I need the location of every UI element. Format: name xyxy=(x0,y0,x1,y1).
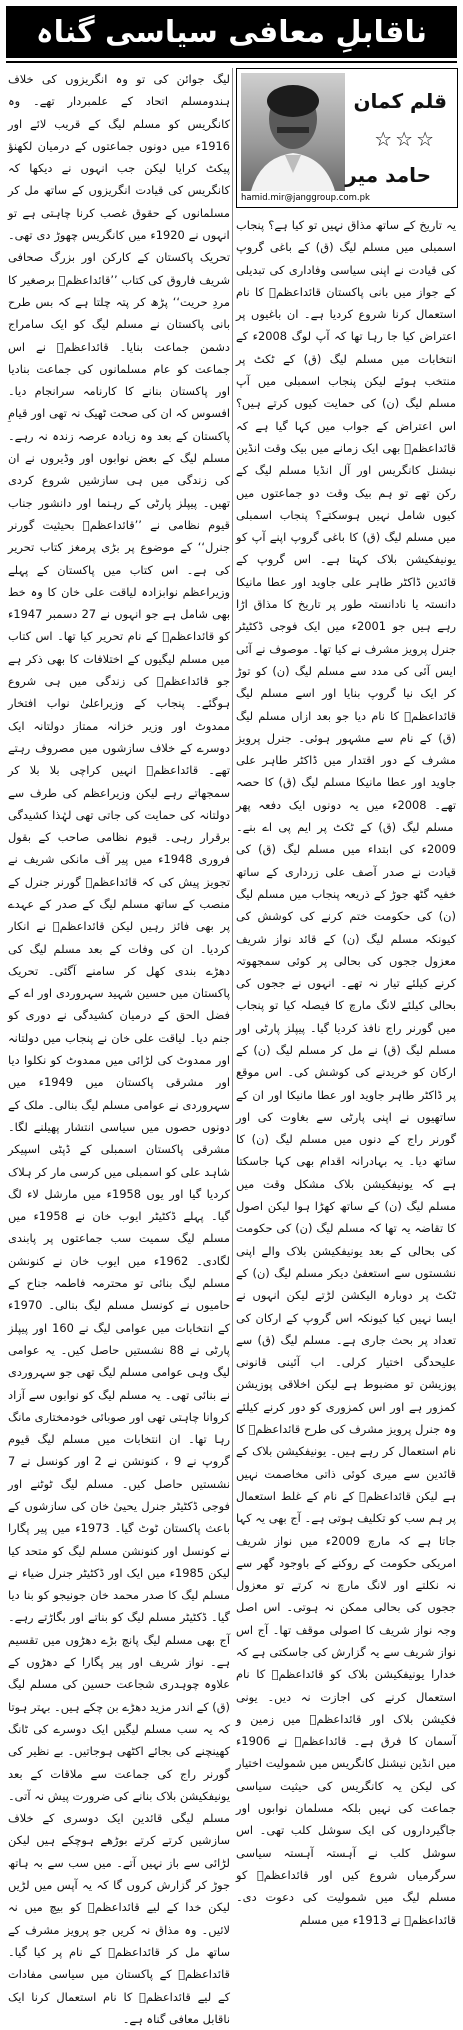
paragraph: پہلے ڈکٹیٹر ایوب خان نے 1958ء میں مسلم لیگ سمیت سب جماعتوں پر پابندی لگادی۔ 1962ء میں ایوب خان نے کنونشن مسلم لیگ بنائی تو محترمہ فاطمہ جناح کے حامیوں نے کونسل مسلم لیگ بنالی۔ 1970ء کے انتخابات میں عوامی لیگ نے 160 اور پیپلز پارٹی نے 88 نشستیں حاصل کیں۔ یہ عوامی لیگ وہی عوامی مسلم لیگ تھی جو سہروردی نے بنائی تھی۔ یہ مسلم لیگ کو نوابوں سے آزاد کروانا چاہتی تھی اور صوبائی خودمختاری مانگ رہا تھا۔ ان انتخابات میں مسلم لیگ قیوم گروپ نے 9 ، کنونشن نے 2 اور کونسل نے 7 نشستیں حاصل کیں۔ مسلم لیگ ٹوٹنے اور فوجی ڈکٹیٹر جنرل یحییٰ خان کی سازشوں کے باعث پاکستان ٹوٹ گیا۔ 1973ء میں پیر پگارا نے کونسل اور کنونشن مسلم لیگ کو متحد کیا لیکن 1985ء میں ایک اور ڈکٹیٹر جنرل ضیاء نے مسلم لیگ کا صدر محمد خان جونیجو کو بنا دیا گیا۔ xyxy=(8,1209,230,1625)
article-column-right xyxy=(8,68,231,2026)
paragraph: ڈکٹیٹر مسلم لیگ کو بناتے اور بگاڑتے رہے۔ آج بھی مسلم لیگ پانچ بڑے دھڑوں میں تقسیم ہے۔ نواز شریف اور پیر پگارا کے دھڑوں کے علاوہ چوہدری شجاعت حسین کی مسلم لیگ (ق) کے اندر مزید دھڑے بن چکے ہیں۔ بہتر ہوتا کہ یہ سب مسلم لیگیں ایک دوسرے کی ٹانگ کھینچنے کی بجائے اکٹھی ہوجاتیں۔ بے نظیر کی گورنر راج کی جماعت سے ملاقات کے بعد یونیفکیشن بلاک بنانے کی ضرورت پیش نہ آتی۔ مسلم لیگی قائدین ایک دوسری کے خلاف سازشیں کرتے کرتے بوڑھے ہوچکے ہیں لیکن لڑائی سے باز نہیں آتے۔ میں سب سے بہ ہاتھ جوڑ کر گزارش کروں گا کہ یہ آپس میں لڑیں لیکن خدا کے لیے قائداعظمؒ کو بیچ میں نہ لائیں۔ وہ مذاق نہ کریں جو پرویز مشرف کے ساتھ مل کر قائداعظمؒ کے نام پر کیا گیا۔ قائداعظمؒ کے پاکستان میں سیاسی مفادات کے لیے قائداعظمؒ کا نام استعمال کرنا ایک ناقابل معافی گناہ ہے۔ xyxy=(8,1610,230,2026)
article-column-left xyxy=(236,214,457,1927)
author-photo xyxy=(241,73,345,191)
author-name: حامد میر xyxy=(345,163,431,187)
paragraph: تحریک پاکستان کے کارکن اور بزرگ صحافی شریف فاروق کی کتاب ’’قائداعظمؒ برصغیر کا مردِ حریت‘‘ پڑھ کر پتہ چلتا ہے کہ بس طرح بانی پاکستان نے مسلم لیگ کو ایک سامراج دشمن جماعت بنایا۔ قائداعظمؒ نے اس جماعت کو عام مسلمانوں کی جماعت بنادیا اور پاکستان بنانے کا کارنامہ سرانجام دیا۔ افسوس کہ ان کی صحت ٹھیک نہ تھی اور قیامِ پاکستان کے بعد وہ زیادہ عرصہ زندہ نہ رہے۔ مسلم لیگ کے بعض نوابوں اور وڈیروں نے ان کی زندگی میں ہی سازشیں شروع کردی تھیں۔ پیپلز پارٹی کے رہنما اور دانشور جناب قیوم نظامی نے ’’قائداعظمؒ بحیثیت گورنر جنرل‘‘ کے موضوع پر بڑی پرمغز کتاب تحریر کی ہے۔ اس کتاب میں پاکستان کے پہلے وزیراعظم نوابزادہ لیاقت علی خان کا وہ خط بھی شامل ہے جو انہوں نے 27 دسمبر 1947ء کو قائداعظمؒ کے نام تحریر کیا تھا۔ اس کتاب میں مسلم لیگیوں کے اختلافات کا بھی ذکر ہے جو قائداعظمؒ کی زندگی میں ہی شروع ہوگئے۔ xyxy=(8,250,231,711)
headline-rule xyxy=(6,61,457,63)
paragraph: اب آئینی قانونی پوزیشن تو مضبوط ہے لیکن اخلاقی پوزیشن کمزور ہے اور اس کمزوری کو دور کرنے کیلئے وہ جنرل پرویز مشرف کی طرح قائداعظمؒ کا نام استعمال کر رہے ہیں۔ یونیفکیشن بلاک کے قائدین سے میری کوئی ذاتی مخاصمت نہیں ہے لیکن قائداعظمؒ کے نام کے غلط استعمال پر ہم سب کو تکلیف ہوتی ہے۔ xyxy=(236,1355,456,1526)
paragraph: آج بھی یہ کہا جاتا ہے کہ مارچ 2009ء میں نواز شریف امریکی حکومت کے روکنے کے باوجود گھر سے نہ نکلتے اور لانگ مارچ نہ کرتے تو معزول ججوں کی بحالی ممکن نہ ہوتی۔ اس اصل وجہ نواز شریف کا اصولی موقف تھا۔ آج اس نواز شریف سے یہ گزارش کی جاسکتی ہے کہ خدارا یونیفکیشن بلاک کو قائداعظمؒ کا نام استعمال کرنے کی اجازت نہ دیں۔ یونی فکیشن بلاک اور قائداعظمؒ میں زمین و آسمان کا فرق ہے۔ xyxy=(236,1511,456,1749)
column-divider xyxy=(232,68,233,1590)
author-email: hamid.mir@janggroup.com.pk xyxy=(241,193,370,203)
star-icons: ☆☆☆ xyxy=(374,127,437,151)
author-portrait-icon xyxy=(241,73,345,191)
paragraph: قائداعظمؒ نے 1906ء میں انڈین نیشنل کانگریس میں شمولیت اختیار کی لیکن یہ کانگریس کی حیثیت سیاسی جماعت کی نہیں بلکہ مسلمان نوابوں اور جاگیرداروں کی ایک سوشل کلب تھی۔ اس سوشل کلب نے آہستہ آہستہ سیاسی سرگرمیاں شروع کیں اور قائداعظمؒ کو مسلم لیگ میں شمولیت کی دعوت دی۔ قائداعظمؒ نے 1913ء میں مسلم xyxy=(236,1734,456,1927)
column-label: قلم کمان xyxy=(353,89,447,113)
paragraph: لیگ جوائن کی تو وہ انگریزوں کی خلاف ہندومسلم اتحاد کے علمبردار تھے۔ وہ کانگریس کو مسلم لیگ کے قریب لائے اور 1916ء میں دونوں جماعتوں کے درمیان لکھنؤ پیکٹ کرایا لیکن جب انہوں نے دیکھا کہ کانگریس کی قیادت انگریزوں کے ساتھ مل کر مسلمانوں کے حقوق غصب کرنا چاہتی ہے تو انہوں نے 1920ء میں کانگریس چھوڑ دی تھی۔ xyxy=(8,72,230,243)
paragraph: پنجاب کے وزیراعلیٰ نواب افتخار ممدوٹ اور وزیر خزانہ ممتاز دولتانہ ایک دوسرے کے خلاف سازشوں میں مصروف رہتے تھے۔ قائداعظمؒ انہیں کراچی بلا بلا کر سمجھاتے رہے لیکن وزیراعظم کی طرف سے دولتانہ کی حمایت کی جاتی تھی لہٰذا کشیدگی برقرار رہی۔ قیوم نظامی صاحب کے بقول فروری 1948ء میں پیر آف مانکی شریف نے تجویز پیش کی کہ قائداعظمؒ گورنر جنرل کے منصب کے ساتھ مسلم لیگ کے صدر کے عہدے پر بھی فائز رہیں لیکن قائداعظمؒ نے انکار کردیا۔ ان کی وفات کے بعد مسلم لیگ کی دھڑے بندی کھل کر سامنے آگئی۔ تحریک پاکستان میں حسین شہید سہروردی اور اے کے فضل الحق کے درمیان کشیدگی نے دوری کو جنم دیا۔ لیاقت علی خان نے پنجاب میں دولتانہ اور ممدوٹ کی لڑائی میں ممدوٹ کو نکلوا دیا اور مشرقی پاکستان میں 1949ء میں سہروردی نے عوامی مسلم لیگ بنالی۔ ملک کے دونوں حصوں میں سیاسی انتشار پھیلنے لگا۔ مشرقی پاکستان اسمبلی کے ڈپٹی اسپیکر شاہد علی کو اسمبلی میں کرسی مار کر ہلاک کردیا گیا اور یوں 1958ء میں مارشل لاء لگ گیا۔ xyxy=(8,696,231,1224)
paragraph: پنجاب اسمبلی میں مسلم لیگ (ق) کا باغی گروپ اپنے آپ کو یونیفکیشن بلاک کہتا ہے۔ اس گروپ کے قائدین ڈاکٹر طاہر علی جاوید اور عطا مانیکا دانستہ یا نادانستہ طور پر تاریخ کا مذاق اڑا رہے ہیں جو 2001ء میں ایک فوجی ڈکٹیٹر جنرل پرویز مشرف نے کیا تھا۔ موصوف نے آئی ایس آئی کی مدد سے مسلم لیگ (ن) کو توڑ کر ایک نیا گروپ بنایا اور اسے مسلم لیگ قائداعظمؒ کا نام دیا جو بعد ازاں مسلم لیگ (ق) کے نام سے مشہور ہوئی۔ جنرل پرویز مشرف کے دور اقتدار میں ڈاکٹر طاہر علی جاوید اور عطا مانیکا مسلم لیگ (ق) کا حصہ تھے۔ 2008ء میں یہ دونوں ایک دفعہ پھر مسلم لیگ (ق) کے ٹکٹ پر ایم پی اے بنے۔ xyxy=(236,507,456,835)
headline-banner xyxy=(6,6,457,58)
headline: ناقابلِ معافی سیاسی گناہ xyxy=(36,14,427,50)
paragraph: 2009ء کی ابتداء میں مسلم لیگ (ق) کی قیادت نے صدر آصف علی زرداری کے ساتھ خفیہ گٹھ جوڑ کے ذریعہ پنجاب میں مسلم لیگ (ن) کی حکومت ختم کرنے کی کوشش کی کیونکہ مسلم لیگ (ن) کے قائد نواز شریف معزول ججوں کی بحالی پر کوئی سمجھوتہ کرنے کیلئے تیار نہ تھے۔ انہوں نے ججوں کی بحالی کیلئے لانگ مارچ کا فیصلہ کیا تو پنجاب میں گورنر راج نافذ کردیا گیا۔ پیپلز پارٹی اور مسلم لیگ (ق) نے مل کر مسلم لیگ (ن) کے ارکان کو خریدنے کی کوشش کی۔ xyxy=(236,842,456,1080)
paragraph: اس موقع پر ڈاکٹر طاہر جاوید اور عطا مانیکا اور ان کے ساتھیوں نے اپنی پارٹی سے بغاوت کی اور گورنر راج کے دنوں میں مسلم لیگ (ن) کا ساتھ دیا۔ یہ بہادرانہ اقدام بھی کہا جاسکتا ہے کہ یونیفکیشن بلاک مشکل وقت میں مسلم لیگ (ن) کے ساتھ کھڑا ہوا لیکن اصول کا تقاضہ یہ تھا کہ مسلم لیگ (ن) کی حکومت کی بحالی کے بعد یونیفکیشن بلاک والے اپنی نشستوں سے استعفیٰ دیکر مسلم لیگ (ن) کے ٹکٹ پر دوبارہ الیکشن لڑتے لیکن انہوں نے ایسا نہیں کیا کیونکہ اس گروپ کے ارکان کی تعداد پر بحث جاری ہے۔ مسلم لیگ (ق) سے علیحدگی اختیار کرلی۔ xyxy=(236,1065,457,1370)
byline-box xyxy=(236,68,458,208)
paragraph: یہ تاریخ کے ساتھ مذاق نہیں تو کیا ہے؟ پنجاب اسمبلی میں مسلم لیگ (ق) کے باغی گروپ کی قیادت نے اپنی سیاسی وفاداری کی تبدیلی کے جواز میں بانی پاکستان قائداعظمؒ کا نام استعمال کرنا شروع کردیا ہے۔ ان باغیوں پر اعتراض کیا جا رہا تھا کہ آپ لوگ 2008ء کے انتخابات میں مسلم لیگ (ق) کے ٹکٹ پر منتخب ہوئے لیکن پنجاب اسمبلی میں آپ مسلم لیگ (ن) کی حمایت کیوں کرتے ہیں؟ اس اعتراض کے جواب میں کہا گیا ہے کہ قائداعظمؒ بھی ایک زمانے میں بیک وقت انڈین نیشنل کانگریس اور آل انڈیا مسلم لیگ کے رکن تھے تو ہم بیک وقت دو جماعتوں میں کیوں شامل نہیں ہوسکتے؟ xyxy=(236,218,457,522)
